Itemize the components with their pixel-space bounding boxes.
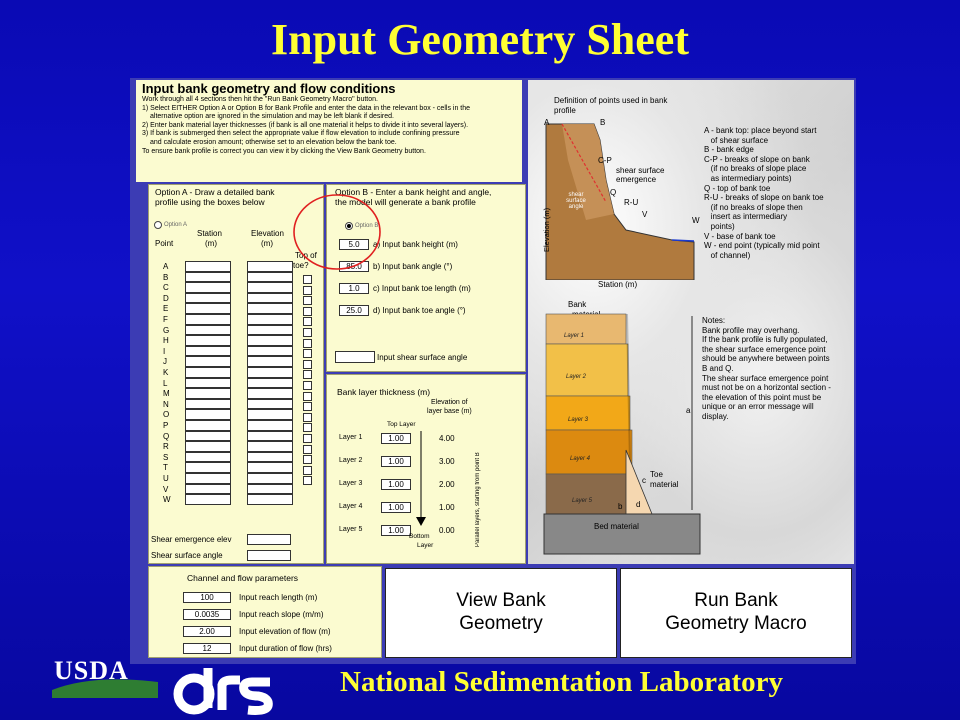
bank-layer-1 [546, 314, 626, 344]
elevation-input[interactable] [247, 441, 293, 452]
flow-title: Channel and flow parameters [187, 573, 299, 583]
shear-surface-angle-label: Input shear surface angle [377, 353, 468, 362]
station-input[interactable] [185, 314, 231, 325]
option-a-radio[interactable] [154, 221, 187, 229]
option-b-line1: Option B - Enter a bank height and angle, [335, 187, 492, 197]
flow-parameter-input[interactable]: 0.0035 [183, 609, 231, 620]
point-definition-line: (if no breaks of slope then [704, 202, 803, 212]
elevation-input[interactable] [247, 473, 293, 484]
elevation-input[interactable] [247, 452, 293, 463]
elevation-input[interactable] [247, 388, 293, 399]
station-input[interactable] [185, 494, 231, 505]
elevation-base-label2: layer base (m) [427, 408, 472, 415]
bank-material-label1: Bank [568, 300, 587, 309]
elevation-input[interactable] [247, 431, 293, 442]
option-b-label: b) Input bank angle (°) [373, 262, 453, 271]
diagram1-xlabel: Station (m) [598, 280, 638, 289]
elevation-input[interactable] [247, 367, 293, 378]
note-line: the shear surface emergence point [702, 344, 826, 354]
bottom-layer-label2: Layer [417, 542, 434, 549]
bank-layers-diagram [542, 310, 722, 558]
layer-thickness-input[interactable]: 1.00 [381, 479, 411, 490]
top-of-toe-checkbox[interactable] [303, 445, 312, 454]
point-label: A [163, 262, 169, 271]
station-input[interactable] [185, 484, 231, 495]
elevation-base-label1: Elevation of [431, 399, 468, 406]
point-label: W [163, 495, 171, 505]
station-input[interactable] [185, 335, 231, 346]
point-label: S [163, 452, 169, 462]
elevation-header: Elevation [251, 229, 284, 238]
note-line: B and Q. [702, 363, 734, 373]
option-a-line1: Option A - Draw a detailed bank [155, 187, 275, 197]
station-input[interactable] [185, 282, 231, 293]
bank-layer-3 [546, 396, 630, 430]
elevation-input[interactable] [247, 462, 293, 473]
instruction-line: 3) If bank is submerged then select the appropriate value if flow elevation to include confining pressure [142, 130, 460, 138]
bank-layer-label: Layer 2 [566, 374, 587, 380]
diagram1-ylabel: Elevation (m) [542, 207, 551, 252]
point-label: M [163, 389, 170, 399]
view-bank-line1: View Bank [456, 590, 546, 611]
layer-thickness-input[interactable]: 1.00 [381, 502, 411, 513]
instructions-heading: Input bank geometry and flow conditions [142, 81, 396, 96]
flow-panel [148, 566, 382, 658]
notes-text [702, 316, 831, 422]
station-input[interactable] [185, 272, 231, 283]
elevation-input[interactable] [247, 399, 293, 410]
point-label: O [163, 410, 170, 420]
instruction-line: Work through all 4 sections then hit the "Run Bank Geometry Macro" button. [142, 96, 378, 103]
layer-name-label: Layer 2 [339, 457, 363, 464]
point-label: H [163, 336, 169, 346]
layer-thickness-panel [326, 374, 526, 564]
point-label-a: A [544, 118, 550, 127]
flow-parameter-label: Input reach length (m) [239, 593, 318, 602]
top-of-toe-checkbox[interactable] [303, 466, 312, 475]
point-definitions [704, 126, 824, 260]
point-definition-line: A - bank top: place beyond start [704, 126, 817, 135]
elevation-input[interactable] [247, 282, 293, 293]
bank-layer-label: Layer 1 [564, 333, 585, 339]
station-input[interactable] [185, 261, 231, 272]
dimension-a: a [686, 406, 691, 415]
option-b-line2: the model will generate a bank profile [335, 197, 476, 207]
point-label: I [163, 346, 166, 356]
layer-name-label: Layer 3 [339, 480, 363, 487]
point-definition-line: W - end point (typically mid point [704, 241, 820, 251]
point-definition-line: R-U - breaks of slope on bank toe [704, 193, 824, 203]
elevation-input[interactable] [247, 303, 293, 314]
note-line: display. [702, 411, 729, 421]
layer-base-elevation: 4.00 [439, 434, 455, 443]
point-label: N [163, 399, 169, 409]
shear-emergence-label-1: shear surface [616, 166, 665, 175]
shear-surface-angle-input[interactable] [335, 351, 375, 363]
point-definition-line: B - bank edge [704, 145, 754, 155]
flow-parameter-label: Input duration of flow (hrs) [239, 644, 332, 653]
point-label-w: W [692, 216, 700, 225]
top-of-toe-checkbox[interactable] [303, 328, 312, 337]
elevation-input[interactable] [247, 346, 293, 357]
instruction-line: 2) Enter bank material layer thicknesses (if bank is all one material it helps to divide it into several layers). [142, 121, 469, 129]
usda-logo [52, 656, 158, 698]
top-of-toe-checkbox[interactable] [303, 275, 312, 284]
point-definition-line: insert as intermediary [704, 212, 788, 222]
layer-name-label: Layer 5 [339, 526, 363, 533]
layer-base-elevation: 3.00 [439, 457, 455, 466]
point-label: J [163, 357, 167, 367]
station-input[interactable] [185, 399, 231, 410]
bank-layer-label: Layer 3 [568, 417, 589, 423]
elevation-input[interactable] [247, 261, 293, 272]
bottom-layer-label1: Bottom [409, 533, 430, 540]
elevation-input[interactable] [247, 335, 293, 346]
station-input[interactable] [185, 346, 231, 357]
option-a-radio-label: Option A [164, 222, 188, 228]
layer-base-elevation: 0.00 [439, 526, 455, 535]
option-b-value-input[interactable]: 1.0 [339, 283, 369, 294]
top-of-toe-label1: Top of [295, 251, 317, 260]
option-b-label: d) Input bank toe angle (°) [373, 306, 466, 315]
bank-layer-4 [546, 430, 632, 474]
top-of-toe-checkbox[interactable] [303, 360, 312, 369]
layer-thickness-input[interactable]: 1.00 [381, 525, 411, 536]
point-label: L [163, 378, 168, 388]
note-line: If the bank profile is fully populated, [702, 335, 828, 345]
instruction-line: To ensure bank profile is correct you can view it by clicking the View Bank Geometry button. [142, 147, 426, 155]
top-of-toe-checkbox[interactable] [303, 455, 312, 464]
dimension-c: c [642, 476, 646, 485]
point-definition-line: points) [704, 221, 735, 231]
option-b-value-input[interactable]: 25.0 [339, 305, 369, 316]
top-of-toe-checkbox[interactable] [303, 307, 312, 316]
point-definition-line: as intermediary points) [704, 173, 792, 183]
point-label-ru: R-U [624, 198, 639, 207]
top-of-toe-checkbox[interactable] [303, 349, 312, 358]
layer-name-label: Layer 4 [339, 503, 363, 510]
elevation-unit: (m) [261, 239, 273, 248]
option-b-value-input[interactable]: 5.0 [339, 239, 369, 250]
dimension-b: b [618, 502, 623, 511]
point-definition-line: C-P - breaks of slope on bank [704, 154, 810, 164]
run-bank-line2: Geometry Macro [665, 613, 807, 634]
view-bank-line2: Geometry [459, 613, 543, 634]
flow-parameter-input[interactable]: 100 [183, 592, 231, 603]
station-input[interactable] [185, 431, 231, 442]
point-definition-line: of shear surface [704, 135, 769, 145]
station-input[interactable] [185, 293, 231, 304]
parallel-layers-note: Parallel layers, starting from point B [475, 452, 481, 547]
station-input[interactable] [185, 473, 231, 484]
instructions-panel [136, 80, 522, 182]
bank-layer-2 [546, 344, 628, 396]
shear-angle-input[interactable] [247, 550, 291, 561]
ars-logo [170, 660, 274, 716]
point-label: R [163, 442, 169, 452]
footer-organization: National Sedimentation Laboratory [340, 666, 784, 698]
instructions-text [136, 96, 522, 156]
usda-logo-text: USDA [54, 656, 129, 685]
view-bank-geometry-button[interactable] [385, 568, 617, 658]
station-input[interactable] [185, 367, 231, 378]
point-label: T [163, 463, 168, 473]
point-label: F [163, 315, 168, 324]
option-b-label: a) Input bank height (m) [373, 240, 458, 249]
station-input[interactable] [185, 388, 231, 399]
toe-material-label2: material [650, 480, 679, 489]
point-label: B [163, 272, 169, 282]
elevation-input[interactable] [247, 356, 293, 367]
highlight-circle [292, 192, 382, 272]
top-of-toe-checkbox[interactable] [303, 413, 312, 422]
note-line: The shear surface emergence point [702, 373, 829, 383]
bank-layer-label: Layer 4 [570, 456, 591, 462]
shear-angle-line1: shear [568, 192, 584, 198]
point-label: P [163, 421, 169, 430]
layer-thickness-input[interactable]: 1.00 [381, 433, 411, 444]
instruction-line: and calculate erosion amount; otherwise set to an elevation below the bank toe. [150, 138, 397, 146]
diagram1-title2: profile [554, 106, 576, 115]
run-bank-line1: Run Bank [694, 590, 778, 611]
top-of-toe-checkbox[interactable] [303, 476, 312, 485]
shear-angle-line3: angle [568, 204, 584, 210]
elevation-input[interactable] [247, 325, 293, 336]
top-of-toe-checkbox[interactable] [303, 402, 312, 411]
flow-parameter-input[interactable]: 2.00 [183, 626, 231, 637]
flow-parameter-input[interactable]: 12 [183, 643, 231, 654]
point-label: C [163, 283, 169, 293]
note-line: Notes: [702, 316, 726, 325]
shear-emergence-label: Shear emergence elev [151, 535, 232, 544]
point-label: E [163, 304, 169, 314]
station-input[interactable] [185, 303, 231, 314]
note-line: unique or an error message will [702, 402, 814, 412]
point-label: D [163, 293, 169, 303]
radio-icon [154, 221, 162, 229]
top-layer-label: Top Layer [387, 421, 416, 428]
point-definition-line: of channel) [704, 250, 751, 260]
station-input[interactable] [185, 378, 231, 389]
elevation-input[interactable] [247, 314, 293, 325]
top-of-toe-checkbox[interactable] [303, 370, 312, 379]
top-of-toe-label2: toe? [293, 261, 309, 270]
top-of-toe-checkbox[interactable] [303, 392, 312, 401]
slide-title: Input Geometry Sheet [271, 15, 689, 64]
shear-angle-label: Shear surface angle [151, 551, 223, 560]
point-label: Q [163, 431, 170, 441]
top-of-toe-checkbox[interactable] [303, 339, 312, 348]
point-label: V [163, 484, 169, 494]
bed-material-label: Bed material [594, 522, 639, 531]
station-input[interactable] [185, 441, 231, 452]
station-input[interactable] [185, 356, 231, 367]
top-of-toe-checkbox[interactable] [303, 317, 312, 326]
station-input[interactable] [185, 325, 231, 336]
station-input[interactable] [185, 462, 231, 473]
elevation-input[interactable] [247, 378, 293, 389]
toe-material-label1: Toe [650, 470, 663, 479]
layer-thickness-title: Bank layer thickness (m) [337, 387, 431, 397]
option-a-line2: profile using the boxes below [155, 197, 265, 207]
elevation-input[interactable] [247, 272, 293, 283]
flow-parameter-label: Input reach slope (m/m) [239, 610, 324, 619]
option-b-radio-label: Option B [355, 223, 379, 229]
option-b-value-input[interactable]: 85.0 [339, 261, 369, 272]
top-of-toe-checkbox[interactable] [303, 286, 312, 295]
top-of-toe-checkbox[interactable] [303, 434, 312, 443]
elevation-input[interactable] [247, 484, 293, 495]
point-label-q: Q [610, 188, 617, 197]
point-label: G [163, 325, 170, 335]
top-of-toe-checkbox[interactable] [303, 296, 312, 305]
shear-emergence-label-2: emergence [616, 175, 657, 184]
shear-angle-line2: surface [566, 198, 586, 204]
station-input[interactable] [185, 409, 231, 420]
run-bank-geometry-macro-button[interactable] [620, 568, 852, 658]
bank-layer-label: Layer 5 [572, 498, 593, 504]
elevation-input[interactable] [247, 293, 293, 304]
point-label-cp: C-P [598, 156, 612, 165]
point-definition-line: (if no breaks of slope place [704, 164, 807, 174]
shear-angle-diagram-label [564, 192, 588, 210]
layer-thickness-input[interactable]: 1.00 [381, 456, 411, 467]
point-label: U [163, 474, 169, 483]
note-line: Bank profile may overhang. [702, 325, 800, 335]
diagram-area [528, 80, 854, 564]
point-label: K [163, 368, 169, 377]
instruction-line: alternative option are ignored in the simulation and may be left blank if desired. [150, 113, 394, 121]
note-line: should be anywhere between points [702, 354, 830, 364]
station-unit: (m) [205, 239, 217, 248]
note-line: the elevation of this point must be [702, 392, 822, 402]
point-label-v: V [642, 210, 648, 219]
top-of-toe-checkbox[interactable] [303, 423, 312, 432]
layer-name-label: Layer 1 [339, 434, 363, 441]
top-of-toe-checkbox[interactable] [303, 381, 312, 390]
instruction-line: 1) Select EITHER Option A or Option B for Bank Profile and enter the data in the relevant box - cells in the [142, 104, 471, 112]
note-line: must not be on a horizontal section - [702, 383, 831, 393]
point-definition-line: Q - top of bank toe [704, 183, 771, 193]
point-label-b: B [600, 118, 606, 127]
point-header: Point [155, 239, 174, 248]
option-b-label: c) Input bank toe length (m) [373, 284, 471, 293]
elevation-input[interactable] [247, 494, 293, 505]
station-header: Station [197, 229, 222, 238]
dimension-d: d [636, 500, 641, 509]
layer-base-elevation: 1.00 [439, 503, 455, 512]
shear-emergence-input[interactable] [247, 534, 291, 545]
layer-base-elevation: 2.00 [439, 480, 455, 489]
down-arrow-icon [415, 431, 427, 527]
elevation-input[interactable] [247, 409, 293, 420]
station-input[interactable] [185, 452, 231, 463]
diagram1-title1: Definition of points used in bank [554, 96, 668, 105]
station-input[interactable] [185, 420, 231, 431]
elevation-input[interactable] [247, 420, 293, 431]
point-definition-line: V - base of bank toe [704, 231, 776, 241]
flow-parameter-label: Input elevation of flow (m) [239, 627, 331, 636]
